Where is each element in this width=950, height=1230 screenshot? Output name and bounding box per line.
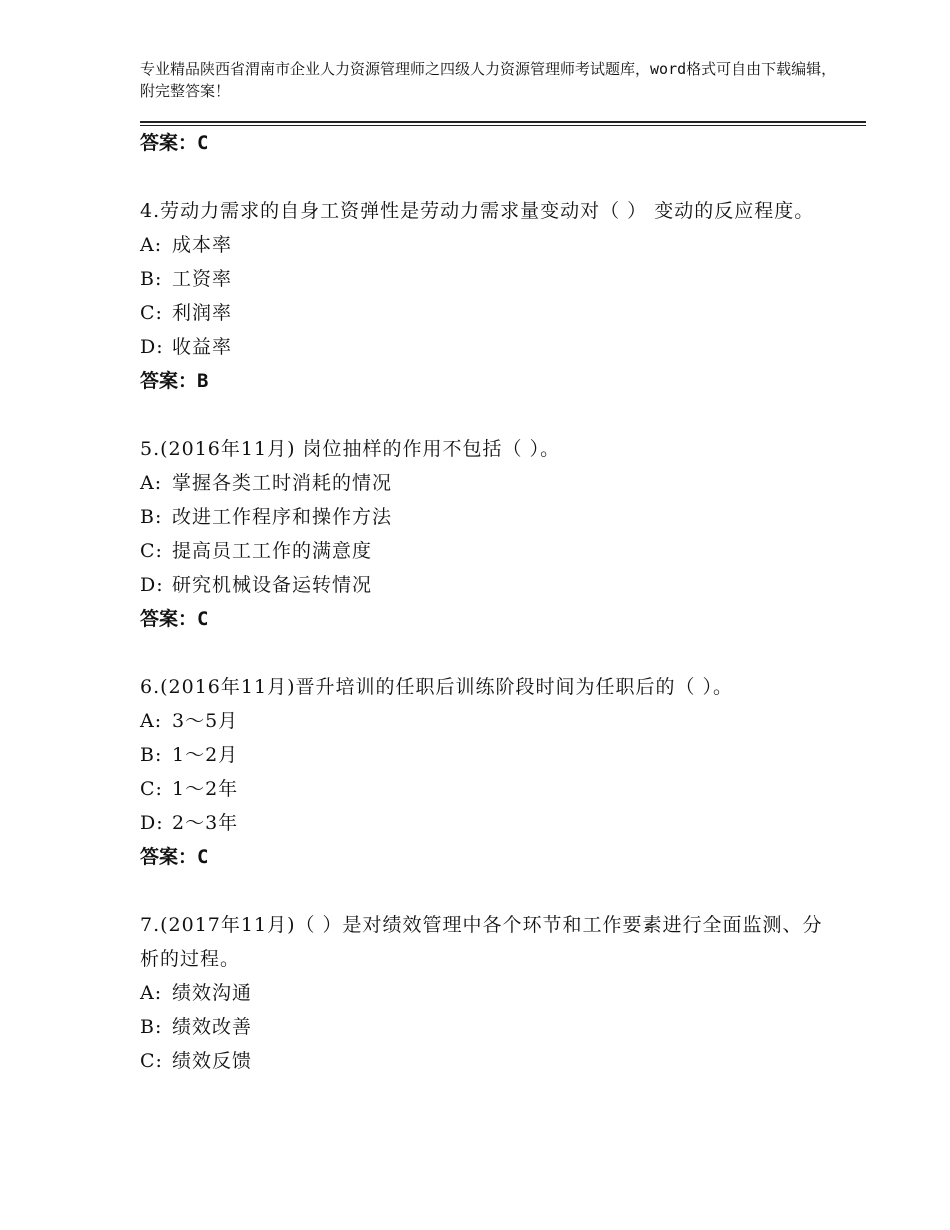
option-letter: A: [140, 982, 163, 1004]
option-text: 成本率 [172, 234, 233, 256]
answer-line [140, 840, 840, 874]
option-text: 提高员工工作的满意度 [172, 540, 373, 562]
option-item [140, 466, 840, 500]
option-item [140, 806, 840, 840]
option-text: 3～5月 [172, 710, 239, 732]
option-text: 2～3年 [172, 812, 239, 834]
option-letter: C: [140, 302, 163, 324]
question-block [140, 194, 840, 398]
option-letter: B: [140, 1016, 163, 1038]
option-item [140, 296, 840, 330]
option-item [140, 500, 840, 534]
option-letter: D: [140, 574, 164, 596]
option-text: 绩效沟通 [172, 982, 253, 1004]
option-text: 绩效改善 [172, 1016, 253, 1038]
option-letter: A: [140, 472, 163, 494]
option-text: 改进工作程序和操作方法 [172, 506, 393, 528]
question-list [140, 194, 840, 1078]
option-text: 利润率 [172, 302, 233, 324]
option-letter: C: [140, 540, 163, 562]
answer-value: C [197, 132, 209, 154]
option-item [140, 1044, 840, 1078]
option-text: 工资率 [172, 268, 233, 290]
answer-line [140, 602, 840, 636]
answer-label: 答案： [140, 132, 198, 154]
option-text: 收益率 [172, 336, 233, 358]
option-item [140, 976, 840, 1010]
document-body [140, 126, 840, 1078]
question-text: 4.劳动力需求的自身工资弹性是劳动力需求量变动对（ ） 变动的反应程度。 [140, 200, 815, 222]
option-text: 1～2年 [172, 778, 239, 800]
option-text: 掌握各类工时消耗的情况 [172, 472, 393, 494]
option-item [140, 534, 840, 568]
answer-value: C [197, 846, 209, 868]
question-text: 6.(2016年11月)晋升培训的任职后训练阶段时间为任职后的（ ）。 [140, 676, 734, 698]
answer-label: 答案： [140, 608, 198, 630]
option-letter: B: [140, 268, 163, 290]
answer-label: 答案： [140, 846, 198, 868]
option-item [140, 330, 840, 364]
answer-value: C [197, 608, 209, 630]
answer-value: B [197, 370, 209, 392]
question-text: 5.(2016年11月) 岗位抽样的作用不包括（ ）。 [140, 438, 561, 460]
option-item [140, 704, 840, 738]
question-block [140, 908, 840, 1078]
answer-line [140, 364, 840, 398]
question-block [140, 670, 840, 874]
answer-line [140, 126, 840, 160]
option-letter: C: [140, 778, 163, 800]
option-letter: A: [140, 710, 163, 732]
option-letter: C: [140, 1050, 163, 1072]
option-letter: A: [140, 234, 163, 256]
document-header: 专业精品陕西省渭南市企业人力资源管理师之四级人力资源管理师考试题库，word格式可自由下载编辑，附完整答案！ [140, 60, 837, 100]
option-letter: B: [140, 744, 163, 766]
option-letter: B: [140, 506, 163, 528]
question-text: 7.(2017年11月)（ ）是对绩效管理中各个环节和工作要素进行全面监测、分析的过程。 [140, 914, 823, 970]
header-rule-thick [140, 121, 866, 123]
option-item [140, 228, 840, 262]
option-text: 1～2月 [172, 744, 239, 766]
option-item [140, 262, 840, 296]
option-letter: D: [140, 336, 164, 358]
option-text: 绩效反馈 [172, 1050, 253, 1072]
option-item [140, 772, 840, 806]
option-item [140, 738, 840, 772]
question-block [140, 432, 840, 636]
option-text: 研究机械设备运转情况 [172, 574, 373, 596]
option-letter: D: [140, 812, 164, 834]
option-item [140, 568, 840, 602]
option-item [140, 1010, 840, 1044]
answer-label: 答案： [140, 370, 198, 392]
